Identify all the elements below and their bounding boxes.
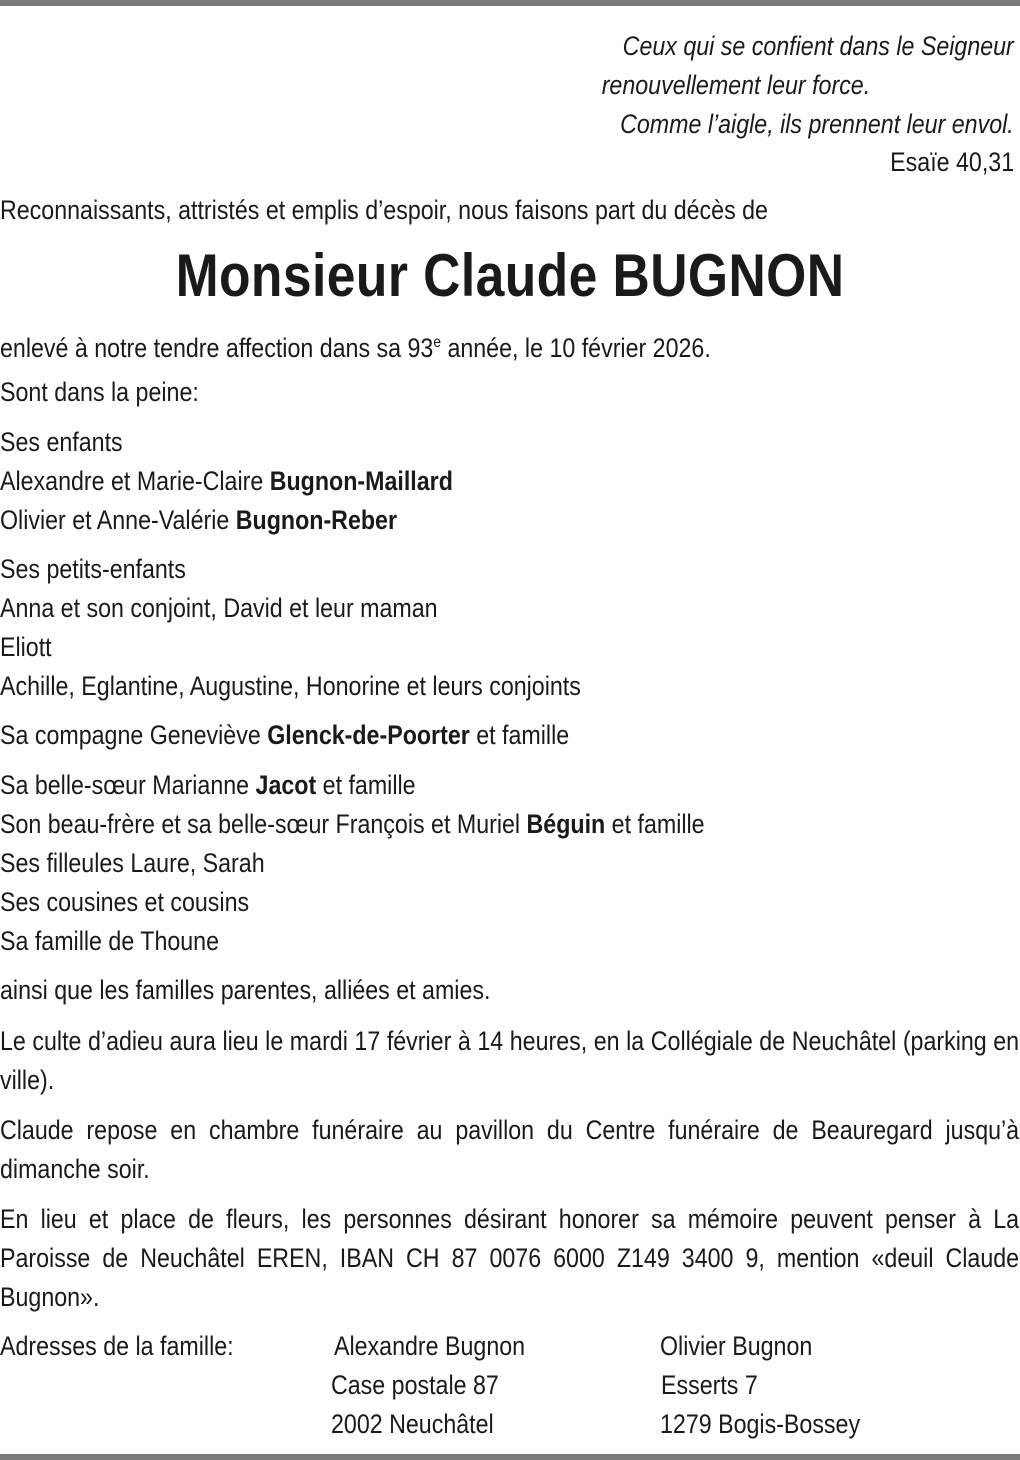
grandchildren-line: Achille, Eglantine, Augustine, Honorine et leurs conjoints bbox=[0, 671, 581, 701]
mourners-heading: Sont dans la peine: bbox=[0, 377, 199, 407]
bottom-rule bbox=[0, 1454, 1020, 1460]
address-1-city: 2002 Neuchâtel bbox=[331, 1409, 494, 1439]
sister-in-law-suffix: et famille bbox=[316, 770, 416, 800]
verse-line-2: renouvellement leur force. bbox=[601, 70, 870, 100]
sister-in-law-surname: Jacot bbox=[255, 770, 317, 800]
top-rule bbox=[0, 0, 1020, 6]
grandchildren-heading: Ses petits-enfants bbox=[0, 554, 186, 584]
viewing-paragraph: Claude repose en chambre funéraire au pavillon du Centre funéraire de Beauregard jusqu’à dimanche soir. bbox=[0, 1115, 1020, 1184]
grandchildren-line: Anna et son conjoint, David et leur maman bbox=[0, 593, 438, 623]
child-names: Olivier et Anne-Valérie bbox=[0, 505, 236, 535]
child-row bbox=[0, 501, 397, 540]
child-names: Alexandre et Marie-Claire bbox=[0, 466, 270, 496]
donation-paragraph: En lieu et place de fleurs, les personnes désirant honorer sa mémoire peuvent penser à La Paroisse de Neuchâtel EREN, IBAN CH 87 0076 6000 Z149 3400 9, mention «deuil Claude Bugnon». bbox=[0, 1204, 1020, 1312]
address-2-city: 1279 Bogis-Bossey bbox=[660, 1409, 861, 1439]
families-line: ainsi que les familles parentes, alliées et amies. bbox=[0, 975, 491, 1005]
verse-reference: Esaïe 40,31 bbox=[890, 147, 1014, 177]
deceased-name: Monsieur Claude BUGNON bbox=[175, 242, 845, 309]
companion-surname: Glenck-de-Poorter bbox=[267, 720, 470, 750]
in-laws-suffix: et famille bbox=[605, 809, 705, 839]
in-laws-prefix: Son beau-frère et sa belle-sœur François et Muriel bbox=[0, 809, 527, 839]
sister-in-law-line bbox=[0, 766, 416, 805]
address-2-street: Esserts 7 bbox=[661, 1370, 758, 1400]
companion-suffix: et famille bbox=[469, 720, 570, 750]
relatives-line: Sa famille de Thoune bbox=[0, 926, 220, 956]
verse-line-1: Ceux qui se confient dans le Seigneur bbox=[622, 31, 1014, 61]
child-surname: Bugnon-Maillard bbox=[269, 466, 453, 496]
addresses-label: Adresses de la famille: bbox=[0, 1331, 234, 1361]
companion-prefix: Sa compagne Geneviève bbox=[0, 720, 268, 750]
children-heading: Ses enfants bbox=[0, 427, 123, 457]
ceremony-paragraph: Le culte d’adieu aura lieu le mardi 17 février à 14 heures, en la Collégiale de Neuchâtel (parking en ville). bbox=[0, 1026, 1020, 1095]
address-2-name: Olivier Bugnon bbox=[660, 1331, 813, 1361]
address-1-name: Alexandre Bugnon bbox=[334, 1331, 526, 1361]
child-row bbox=[0, 462, 453, 501]
grandchildren-line: Eliott bbox=[0, 632, 52, 662]
death-line bbox=[0, 323, 711, 368]
intro-text: Reconnaissants, attristés et emplis d’espoir, nous faisons part du décès de bbox=[0, 195, 768, 225]
companion-line bbox=[0, 716, 569, 755]
relatives-line: Ses cousines et cousins bbox=[0, 887, 250, 917]
in-laws-surname: Béguin bbox=[526, 809, 606, 839]
death-text: enlevé à notre tendre affection dans sa 93 bbox=[0, 333, 434, 363]
relatives-line: Ses filleules Laure, Sarah bbox=[0, 848, 265, 878]
child-surname: Bugnon-Reber bbox=[235, 505, 397, 535]
sister-in-law-prefix: Sa belle-sœur Marianne bbox=[0, 770, 256, 800]
death-date: année, le 10 février 2026. bbox=[440, 333, 711, 363]
in-laws-line bbox=[0, 805, 705, 844]
ordinal-suffix: e bbox=[433, 334, 441, 351]
address-1-street: Case postale 87 bbox=[331, 1370, 499, 1400]
verse-line-3: Comme l’aigle, ils prennent leur envol. bbox=[620, 109, 1014, 139]
